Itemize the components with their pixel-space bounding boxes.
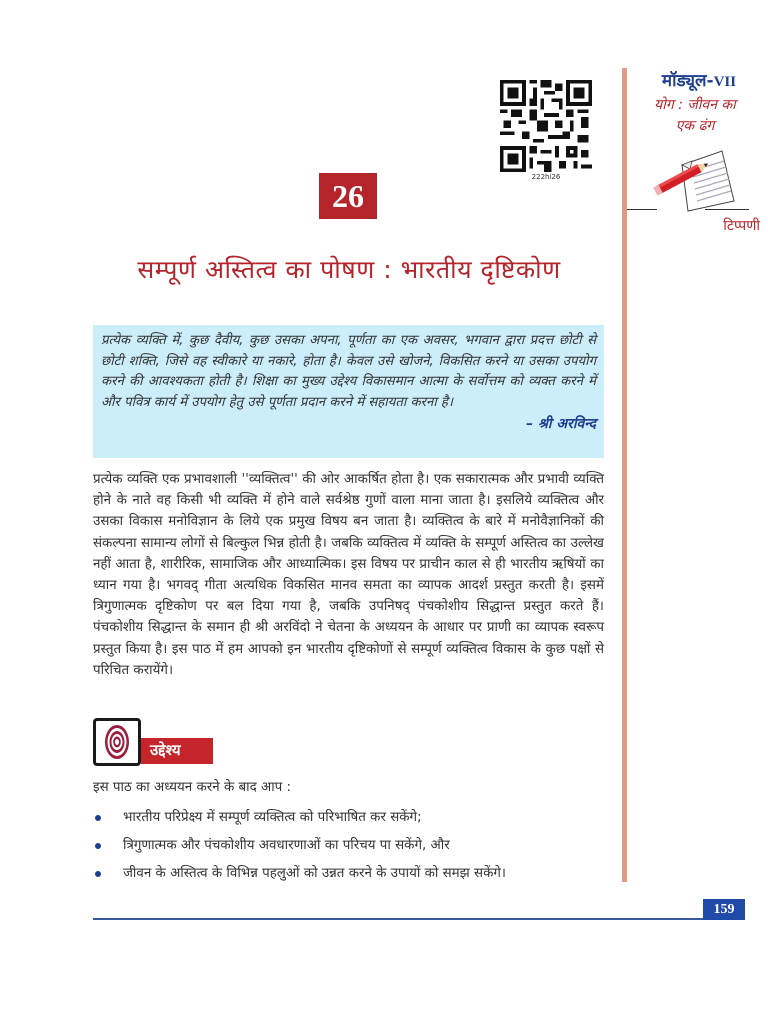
footer-divider [93, 918, 703, 920]
target-icon [96, 721, 138, 763]
objectives-list [93, 805, 613, 889]
page-number: 159 [703, 899, 745, 920]
module-subtitle-line1: योग : जीवन का [654, 97, 736, 113]
margin-divider [622, 68, 627, 882]
module-subtitle [630, 95, 760, 137]
qr-code-caption: 222hi26 [531, 173, 561, 181]
bullet-icon [95, 871, 101, 877]
objectives-heading: उद्देश्य [150, 741, 181, 759]
objective-item [93, 861, 613, 889]
qr-code-icon [497, 80, 595, 172]
objective-text: भारतीय परिप्रेक्ष्य में सम्पूर्ण व्यक्तित्व को परिभाषित कर सकेंगे; [123, 810, 422, 825]
objectives-intro: इस पाठ का अध्ययन करने के बाद आप : [93, 780, 292, 795]
quote-text: प्रत्येक व्यक्ति में, कुछ दैवीय, कुछ उसका अपना, पूर्णता का एक अवसर, भगवान द्वारा प्रदत्त छोटी से छोटी शक्ति, जिसे वह स्वीकारे या नकारे, होता है। केवल उसे खोजने, विकसित करने या उसका उपयोग करने की आवश्यकता होती है। शिक्षा का मुख्य उद्देश्य विकासमान आत्मा के सर्वोत्तम को व्यक्त करने में और पवित्र कार्य में उपयोग हेतु उसे पूर्णता प्रदान करने में सहायता करना है। [101, 333, 596, 410]
chapter-number-badge: 26 [319, 173, 377, 219]
objective-text: जीवन के अस्तित्व के विभिन्न पहलुओं को उन्नत करने के उपायों को समझ सकेंगे। [123, 866, 506, 881]
objective-item [93, 805, 613, 833]
objective-item [93, 833, 613, 861]
bullet-icon [95, 815, 101, 821]
margin-dash-left [627, 209, 657, 210]
module-number: VII [713, 74, 737, 90]
bullet-icon [95, 843, 101, 849]
module-label [634, 68, 764, 91]
notepad-pencil-icon [652, 143, 742, 213]
objectives-icon-frame [93, 718, 141, 766]
intro-paragraph: प्रत्येक व्यक्ति एक प्रभावशाली ''व्यक्तित्व'' की ओर आकर्षित होता है। एक सकारात्मक और प्रभावी व्यक्ति होने के नाते वह किसी भी व्यक्ति में होने वाले सर्वश्रेष्ठ गुणों वाला माना जाता है। इसलिये व्यक्तित्व और उसका विकास मनोविज्ञान के लिये एक प्रमुख विषय बन जाता है। व्यक्तित्व के बारे में मनोवैज्ञानिकों की संकल्पना सामान्य लोगों से बिल्कुल भिन्न होती है। जबकि व्यक्तित्व में व्यक्ति के सम्पूर्ण अस्तित्व का उल्लेख नहीं आता है, शारीरिक, सामाजिक और आध्यात्मिक। इस विषय पर प्राचीन काल से ही भारतीय ऋषियों का ध्यान गया है। भगवद् गीता अत्यधिक विकसित मानव समता का व्यापक आदर्श प्रस्तुत करती है। इसमें त्रिगुणात्मक दृष्टिकोण पर बल दिया गया है, जबकि उपनिषद् पंचकोशीय सिद्धान्त प्रस्तुत करते हैं। पंचकोशीय सिद्धान्त के समान ही श्री अरविंदो ने चेतना के अध्ययन के आधार पर प्राणी का व्यापक स्वरूप प्रस्तुत किया है। इस पाठ में हम आपको इन भारतीय दृष्टिकोणों से सम्पूर्ण व्यक्तित्व विकास के कुछ पक्षों से परिचित करायेंगे। [93, 472, 604, 678]
margin-dash-right [705, 209, 749, 210]
quote-author: – श्री अरविन्द [526, 416, 596, 432]
module-subtitle-line2: एक ढंग [675, 118, 715, 134]
notes-label: टिप्पणी [723, 218, 760, 234]
module-prefix: मॉड्यूल- [661, 71, 714, 91]
quote-box [93, 325, 604, 458]
chapter-title: सम्पूर्ण अस्तित्व का पोषण : भारतीय दृष्टिकोण [137, 255, 561, 284]
objective-text: त्रिगुणात्मक और पंचकोशीय अवधारणाओं का परिचय पा सकेंगे, और [123, 838, 450, 853]
